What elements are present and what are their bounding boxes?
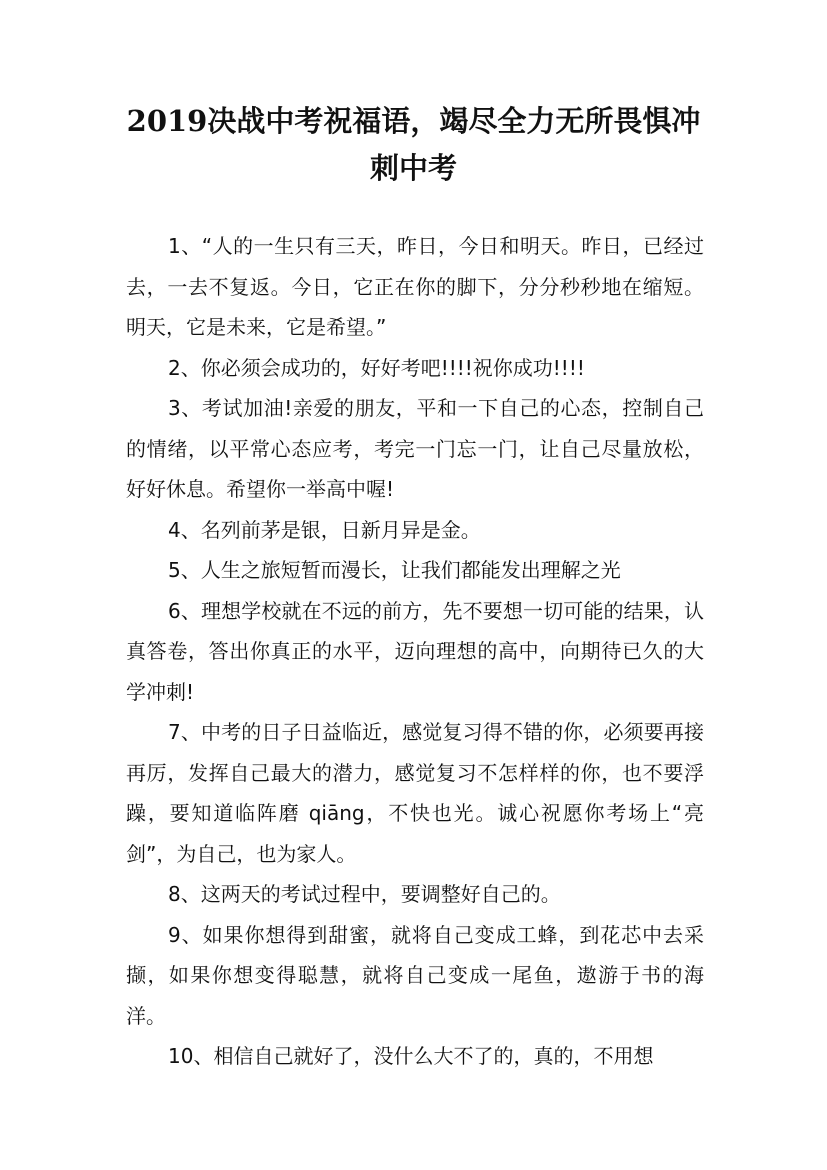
paragraph-2: 2、你必须会成功的，好好考吧!!!!祝你成功!!!! [168,355,585,380]
paragraph-8: 8、这两天的考试过程中，要调整好自己的。 [168,882,561,906]
document-body [126,226,704,1077]
document-title [100,98,727,192]
paragraph-7: 7、中考的日子日益临近，感觉复习得不错的你，必须要再接再厉，发挥自己最大的潜力，感觉复习不怎样样的你，也不要浮躁，要知道临阵磨 qiāng，不快也光。诚心祝愿你考场上“亮剑”，为自己，也为家人。 [126,720,704,866]
paragraph-6: 6、理想学校就在不远的前方，先不要想一切可能的结果，认真答卷，答出你真正的水平，迈向理想的高中，向期待已久的大学冲刺! [126,598,704,704]
paragraph-5: 5、人生之旅短暂而漫长，让我们都能发出理解之光 [168,558,621,582]
title-line-1: 2019决战中考祝福语，竭尽全力无所畏惧冲 [126,104,701,138]
paragraph-9: 9、如果你想得到甜蜜，就将自己变成工蜂，到花芯中去采撷，如果你想变得聪慧，就将自己变成一尾鱼，遨游于书的海洋。 [126,922,704,1028]
paragraph-10: 10、相信自己就好了，没什么大不了的，真的，不用想 [168,1044,654,1068]
title-line-2: 刺中考 [369,151,457,185]
paragraph-3: 3、考试加油!亲爱的朋友，平和一下自己的心态，控制自己的情绪，以平常心态应考，考完一门忘一门，让自己尽量放松，好好休息。希望你一举高中喔! [126,396,704,501]
paragraph-4: 4、名列前茅是银，日新月异是金。 [168,517,481,542]
paragraph-1: 1、“人的一生只有三天，昨日，今日和明天。昨日，已经过去，一去不复返。今日，它正在你的脚下，分分秒秒地在缩短。明天，它是未来，它是希望。” [126,234,704,339]
